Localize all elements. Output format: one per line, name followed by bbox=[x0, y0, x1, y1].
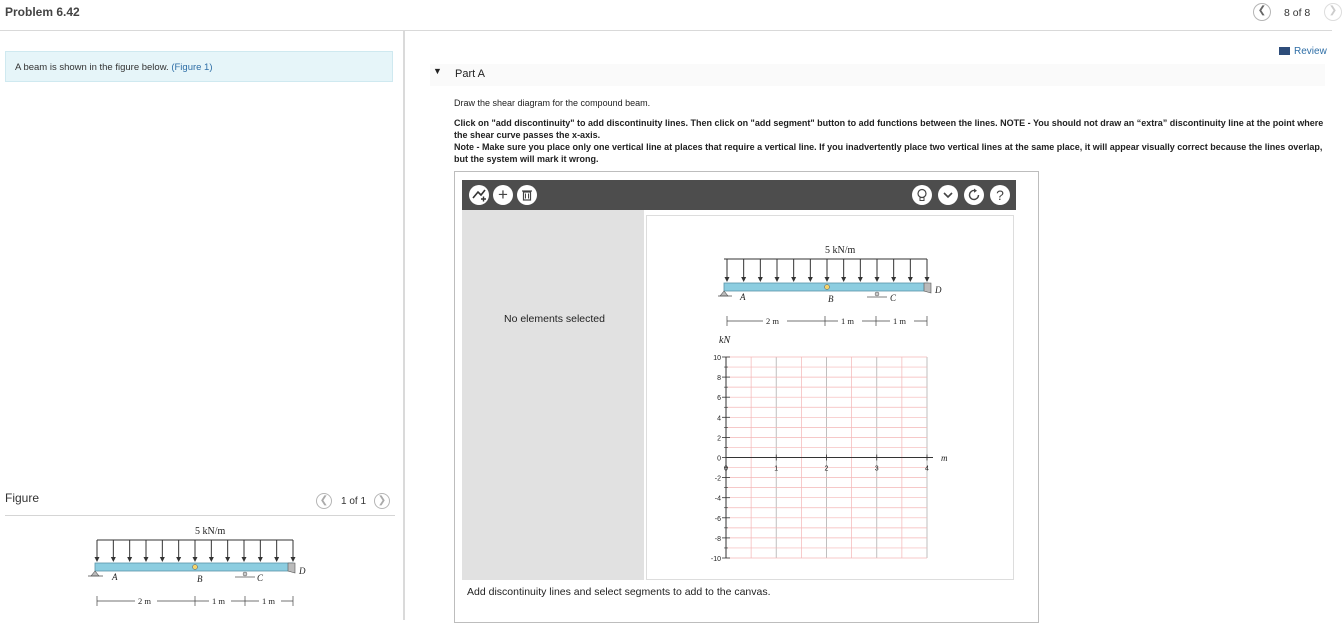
load-arrowhead bbox=[841, 277, 846, 282]
canvas-content bbox=[646, 215, 1014, 580]
load-arrowhead bbox=[775, 277, 780, 282]
point-c-label: C bbox=[890, 293, 897, 303]
load-arrowhead bbox=[111, 557, 116, 562]
part-a-label: Part A bbox=[455, 68, 485, 80]
hint-button[interactable] bbox=[912, 185, 932, 205]
load-arrowhead bbox=[193, 557, 198, 562]
x-tick-label: 3 bbox=[874, 465, 879, 473]
page-counter: 8 of 8 bbox=[1284, 7, 1311, 19]
caret-down-icon[interactable]: ▼ bbox=[433, 66, 442, 76]
tool-toolbar bbox=[462, 180, 1016, 210]
trash-icon bbox=[517, 185, 537, 205]
part-a-header[interactable] bbox=[430, 64, 1325, 86]
point-c-label: C bbox=[257, 573, 264, 583]
load-arrowhead bbox=[95, 557, 100, 562]
support-d bbox=[924, 283, 931, 293]
graph-axes bbox=[711, 355, 933, 563]
review-icon bbox=[1279, 47, 1290, 55]
discontinuity-note: Click on "add discontinuity" to add discontinuity lines. Then click on "add segment" button to add functions between the lines. NOTE - You should not draw an “extra” discontinuity line at the point where the shear curve passes the x-axis. bbox=[454, 118, 1324, 140]
chevron-left-icon: ❮ bbox=[319, 495, 329, 506]
x-tick-label: 4 bbox=[925, 465, 929, 473]
status-message: Add discontinuity lines and select segments to add to the canvas. bbox=[467, 586, 771, 598]
figure-label: Figure bbox=[5, 491, 40, 505]
y-tick-label: -6 bbox=[714, 515, 721, 523]
load-arrowhead bbox=[791, 277, 796, 282]
hint-bulb-icon bbox=[912, 185, 932, 205]
options-dropdown-button[interactable] bbox=[938, 185, 958, 205]
support-a bbox=[720, 291, 728, 296]
point-a-label: A bbox=[112, 572, 118, 582]
load-arrowhead bbox=[209, 557, 214, 562]
point-d-label: D bbox=[935, 285, 942, 295]
load-arrowhead bbox=[925, 277, 930, 282]
figure-prev-button[interactable] bbox=[316, 493, 332, 509]
dimension-label-cd: 1 m bbox=[893, 316, 906, 326]
reset-icon bbox=[964, 185, 984, 205]
load-arrowhead bbox=[741, 277, 746, 282]
dimension-label-cd: 1 m bbox=[262, 596, 275, 606]
y-unit-label: kN bbox=[719, 335, 731, 346]
beam-figure bbox=[85, 520, 315, 610]
reset-button[interactable] bbox=[964, 185, 984, 205]
load-arrowhead bbox=[274, 557, 279, 562]
load-arrowhead bbox=[144, 557, 149, 562]
support-c-roller bbox=[875, 292, 879, 296]
dimension-label-bc: 1 m bbox=[212, 596, 225, 606]
y-tick-label: 0 bbox=[717, 455, 721, 463]
point-b-label: B bbox=[828, 294, 834, 304]
dimension-label-ab: 2 m bbox=[138, 596, 151, 606]
no-selection-message: No elements selected bbox=[504, 313, 605, 325]
y-tick-label: -10 bbox=[710, 556, 721, 563]
y-tick-label: 4 bbox=[717, 415, 721, 423]
add-segment-icon: + bbox=[498, 185, 508, 204]
hinge-b bbox=[193, 565, 198, 570]
next-problem-button[interactable] bbox=[1324, 3, 1342, 21]
y-tick-label: 2 bbox=[717, 435, 721, 443]
support-a bbox=[91, 571, 99, 576]
load-arrowhead bbox=[127, 557, 132, 562]
load-arrows bbox=[95, 540, 296, 562]
figure-divider bbox=[5, 515, 395, 516]
dimension-label-bc: 1 m bbox=[841, 316, 854, 326]
load-arrowhead bbox=[858, 277, 863, 282]
intro-text bbox=[15, 62, 213, 73]
figure-counter: 1 of 1 bbox=[341, 496, 367, 507]
vertical-line-note: Note - Make sure you place only one vertical line at places that require a vertical line. If you inadvertently place two vertical lines at the same place, it will appear visually correct because the lines overlap, but the system will mark it wrong. bbox=[454, 142, 1323, 164]
x-tick-label: 1 bbox=[774, 465, 779, 473]
review-label: Review bbox=[1294, 46, 1327, 57]
load-arrowhead bbox=[875, 277, 880, 282]
chevron-down-icon bbox=[938, 185, 958, 205]
x-unit-label: m bbox=[941, 453, 948, 463]
chevron-left-icon: ❮ bbox=[1257, 5, 1267, 16]
load-arrowhead bbox=[225, 557, 230, 562]
support-c-roller bbox=[243, 572, 247, 576]
load-arrowhead bbox=[808, 277, 813, 282]
previous-problem-button[interactable] bbox=[1253, 3, 1271, 21]
figure-next-button[interactable] bbox=[374, 493, 390, 509]
load-label: 5 kN/m bbox=[825, 245, 856, 256]
hinge-b bbox=[825, 285, 830, 290]
load-arrowhead bbox=[160, 557, 165, 562]
intro-sentence: A beam is shown in the figure below. bbox=[15, 62, 169, 73]
problem-title: Problem 6.42 bbox=[5, 5, 80, 19]
load-label: 5 kN/m bbox=[195, 526, 226, 537]
elements-panel bbox=[462, 210, 644, 580]
help-icon: ? bbox=[996, 187, 1004, 203]
load-arrowhead bbox=[825, 277, 830, 282]
discontinuity-icon bbox=[469, 185, 489, 205]
y-tick-label: -8 bbox=[714, 535, 721, 543]
load-arrowhead bbox=[758, 277, 763, 282]
add-discontinuity-button[interactable] bbox=[469, 185, 489, 205]
y-tick-label: 10 bbox=[713, 355, 721, 362]
load-arrowhead bbox=[258, 557, 263, 562]
point-a-label: A bbox=[740, 292, 746, 302]
support-d bbox=[288, 563, 295, 573]
y-tick-label: -2 bbox=[714, 475, 721, 483]
point-d-label: D bbox=[299, 566, 306, 576]
chevron-right-icon: ❯ bbox=[1328, 5, 1338, 16]
y-tick-label: 6 bbox=[717, 395, 721, 403]
y-tick-label: -4 bbox=[714, 495, 721, 503]
top-bar bbox=[0, 0, 1332, 31]
load-arrowhead bbox=[725, 277, 730, 282]
load-arrows bbox=[725, 259, 930, 282]
load-arrowhead bbox=[176, 557, 181, 562]
point-b-label: B bbox=[197, 574, 203, 584]
delete-button[interactable] bbox=[517, 185, 537, 205]
load-arrowhead bbox=[908, 277, 913, 282]
figure-link[interactable]: (Figure 1) bbox=[171, 62, 213, 73]
y-tick-label: 8 bbox=[717, 375, 721, 383]
dimension-label-ab: 2 m bbox=[766, 316, 779, 326]
load-arrowhead bbox=[891, 277, 896, 282]
load-arrowhead bbox=[291, 557, 296, 562]
add-segment-button[interactable] bbox=[493, 185, 513, 205]
review-link[interactable] bbox=[1279, 46, 1327, 57]
chevron-right-icon: ❯ bbox=[377, 495, 387, 506]
x-tick-label: 0 bbox=[724, 465, 728, 473]
load-arrowhead bbox=[242, 557, 247, 562]
x-tick-label: 2 bbox=[824, 465, 829, 473]
instruction-text: Draw the shear diagram for the compound beam. bbox=[454, 98, 651, 108]
help-button[interactable] bbox=[990, 185, 1010, 205]
